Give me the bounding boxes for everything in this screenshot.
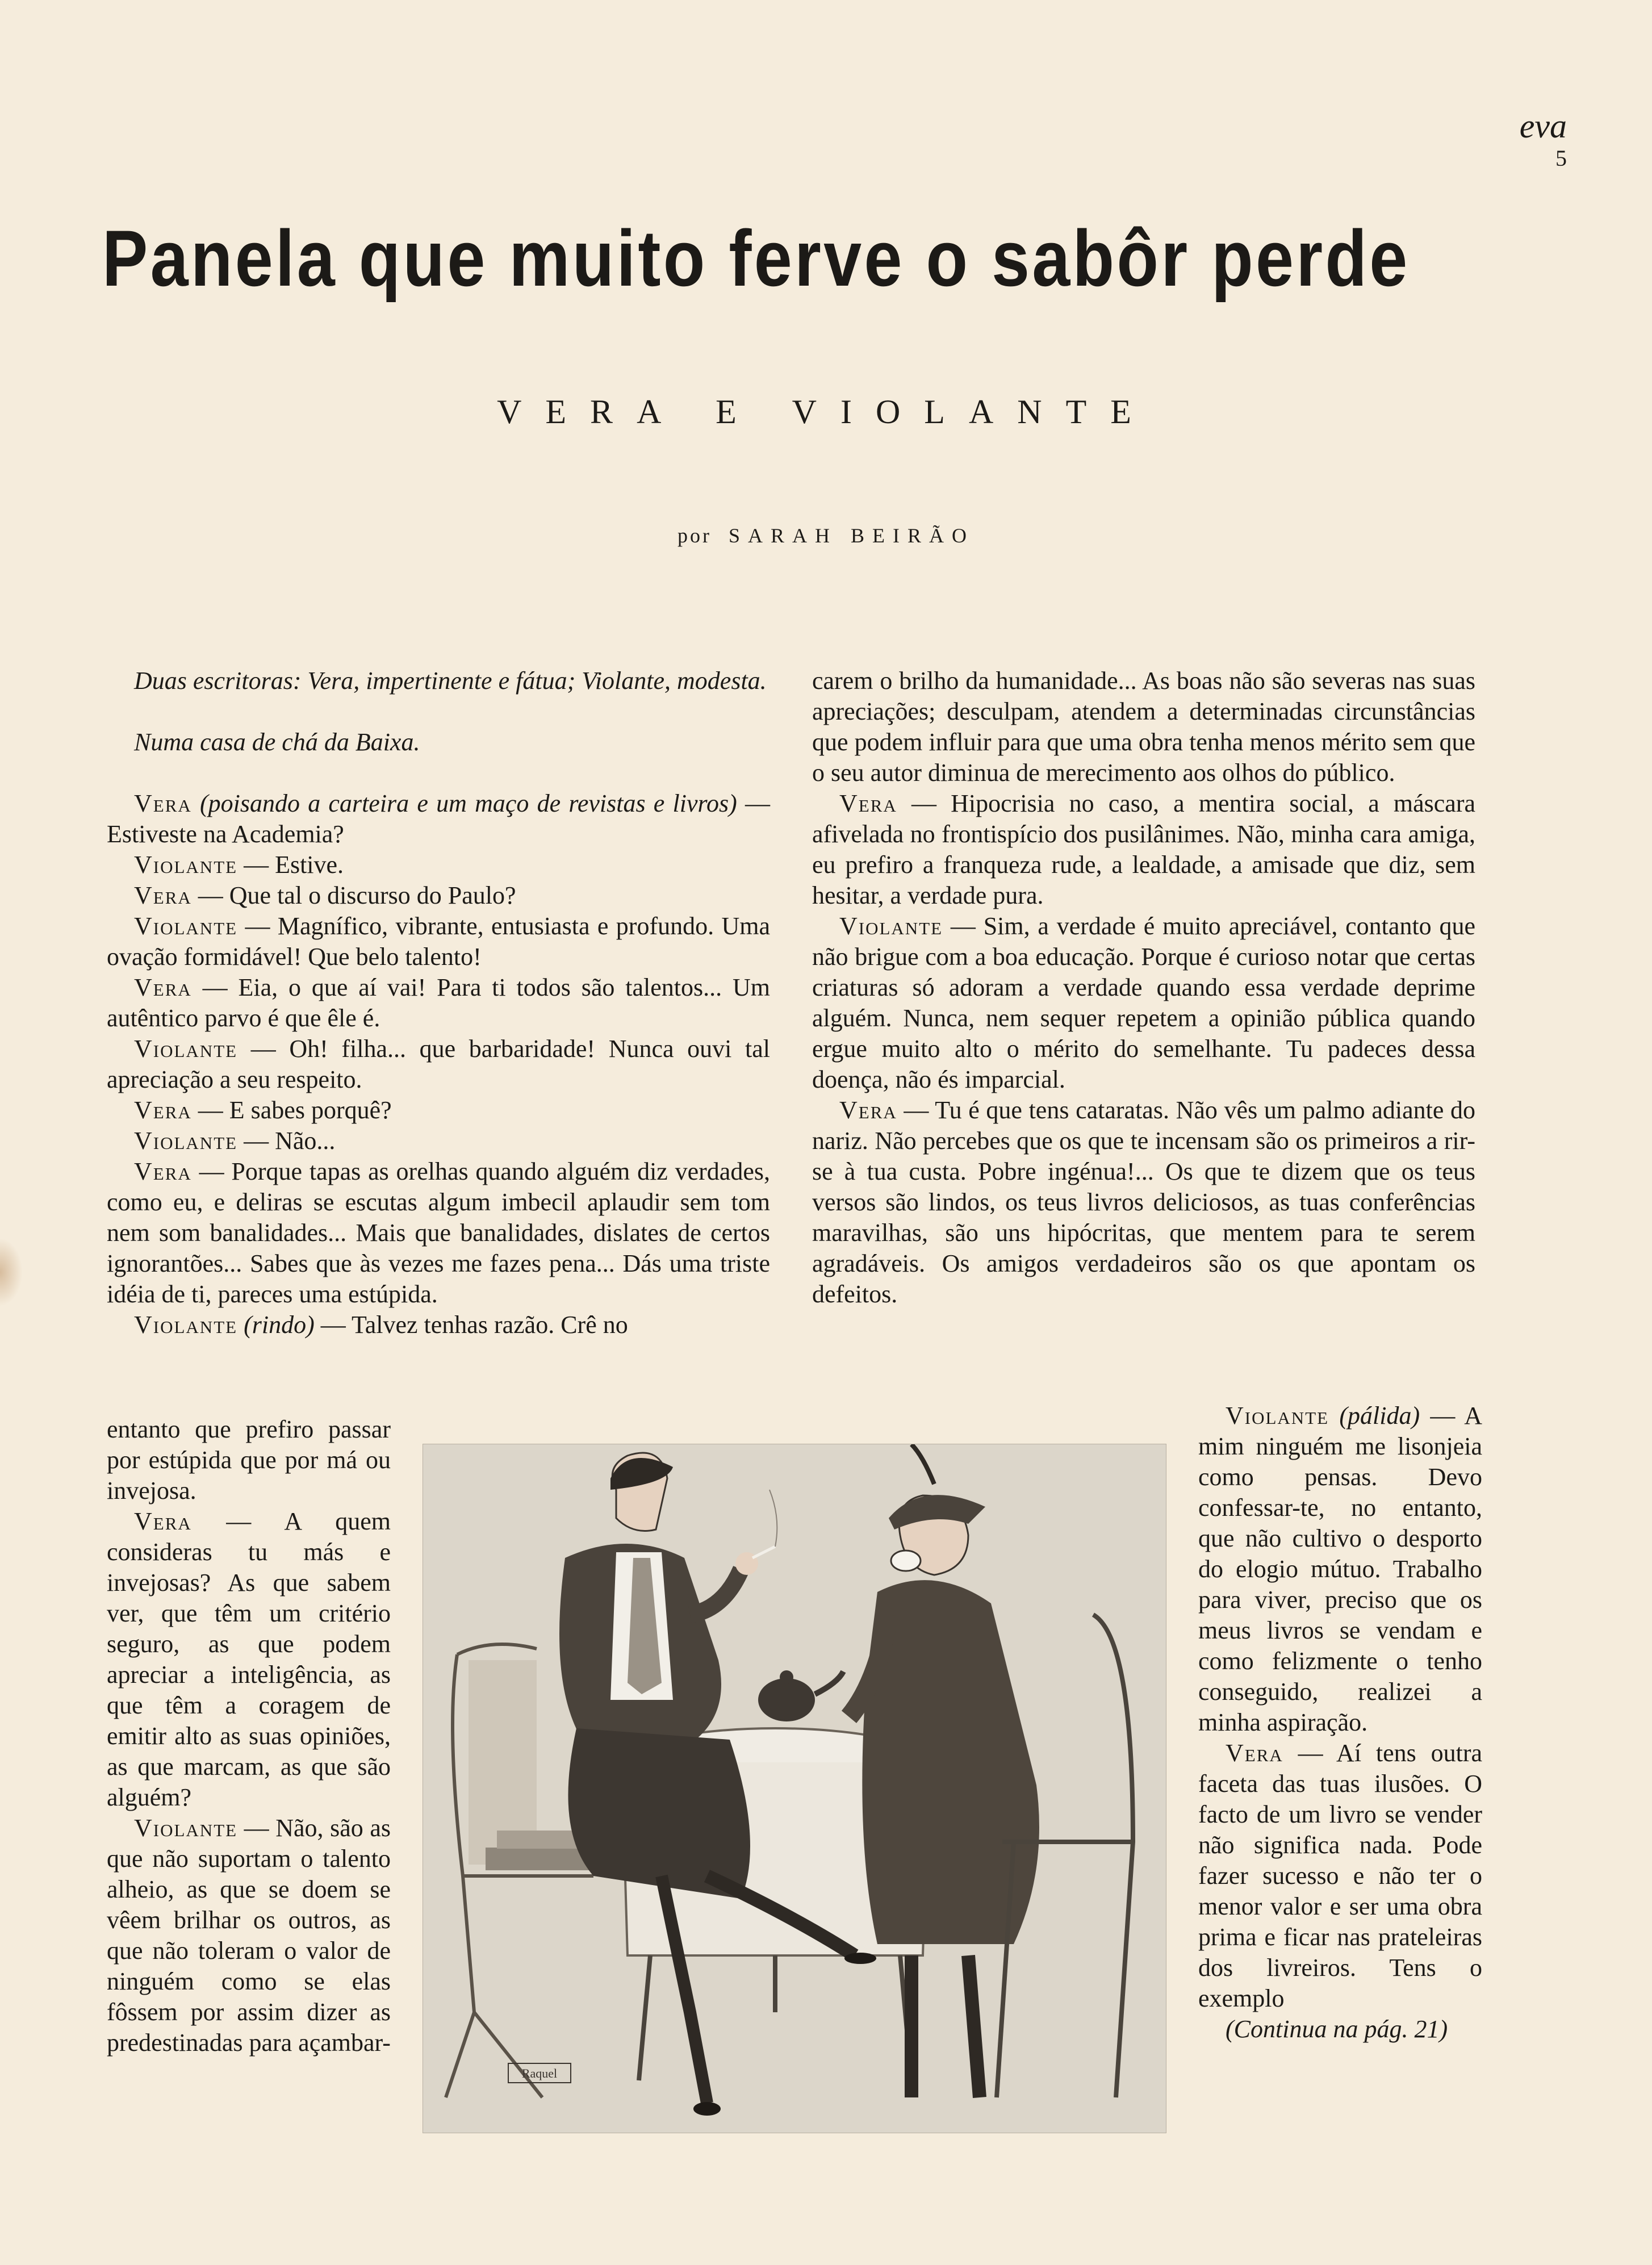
speaker-name: Violante	[134, 1035, 238, 1063]
dialogue-line	[107, 788, 770, 850]
byline	[0, 521, 1652, 550]
dialogue-line	[107, 1506, 391, 1813]
dialogue-text: — A quem consideras tu más e invejosas? As que sabem ver, que têm um critério seguro, as que podem apreciar a inteligência, as que têm a coragem de emitir alto as suas opiniões, as que marcam, as que são alguém?	[107, 1507, 391, 1811]
dialogue-text: — Aí tens outra faceta das tuas ilusões. O facto de um livro se vender não significa nada. Pode fazer sucesso e não ter o menor valor e ser uma obra prima e ficar nas prateleiras dos livreiros. Tens o exemplo	[1198, 1739, 1482, 2012]
dialogue-line	[107, 1034, 770, 1095]
dialogue-line	[107, 1156, 770, 1310]
dialogue-line	[1198, 1738, 1482, 2014]
dialogue-line	[812, 788, 1475, 911]
byline-prefix: por	[677, 524, 712, 547]
setting-paragraph: Numa casa de chá da Baixa.	[134, 728, 420, 756]
speaker-name: Vera	[134, 789, 192, 817]
dialogue-text: — E sabes porquê?	[198, 1096, 392, 1124]
magazine-name: eva	[1519, 107, 1567, 145]
dialogue-line	[107, 911, 770, 972]
article-subtitle: VERA E VIOLANTE	[497, 393, 1155, 431]
speaker-name: Vera	[839, 1096, 897, 1124]
dialogue-text: — Eia, o que aí vai! Para ti todos são talentos... Um autêntico parvo é que êle é.	[107, 973, 771, 1032]
dialogue-line	[812, 1095, 1475, 1310]
speaker-name: Vera	[134, 973, 192, 1001]
speaker-name: Violante	[134, 1127, 238, 1155]
speaker-name: Violante	[134, 1814, 238, 1842]
dialogue-line	[1198, 1401, 1482, 1738]
teacup-icon	[891, 1551, 921, 1571]
page-number: 5	[1555, 145, 1567, 171]
paper-stain	[0, 1238, 23, 1306]
speaker-name: Violante	[134, 851, 238, 879]
speaker-name: Vera	[1226, 1739, 1283, 1767]
left-narrow-column	[107, 1414, 391, 2058]
speaker-name: Violante	[134, 1311, 238, 1339]
dialogue-text: — Tu é que tens cataratas. Não vês um palmo adiante do nariz. Não percebes que os que te incensam são os primeiros a rir-se à tua custa. Pobre ingénua!... Os que te dizem que os teus versos são lindos, os teus livros deliciosos, as tuas conferências maravilhas, são uns hipócritas, que mentem para te serem agradáveis. Os amigos verdadeiros são os que apontam os defeitos.	[812, 1096, 1475, 1308]
dialogue-line	[107, 880, 770, 911]
speaker-name: Vera	[134, 1507, 192, 1535]
dialogue-line	[812, 911, 1475, 1095]
masthead	[1520, 108, 1567, 173]
speaker-name: Vera	[134, 1096, 192, 1124]
dialogue-text: — Estive.	[244, 851, 344, 879]
speaker-name: Violante	[1226, 1402, 1329, 1430]
dialogue-line	[812, 666, 1475, 788]
artist-signature: Raquel	[521, 2066, 558, 2080]
dialogue-text: — Que tal o discurso do Paulo?	[198, 881, 516, 909]
dialogue-text: — Estiveste na Academia?	[107, 789, 771, 848]
dialogue-text: — Sim, a verdade é muito apreciável, contanto que não brigue com a boa educação. Porque é curioso notar que certas criaturas só adoram a verdade quando essa verdade deprime alguém. Nunca, nem sequer repetem a opinião pública quando ergue muito alto o mérito do semelhante. Tu padeces dessa doença, não és imparcial.	[812, 912, 1475, 1093]
continuation-note: (Continua na pág. 21)	[1226, 2015, 1448, 2043]
dialogue-line	[107, 1414, 391, 1506]
speaker-name: Vera	[839, 789, 897, 817]
stage-direction: (poisando a carteira e um maço de revistas e livros)	[200, 789, 737, 817]
stage-direction: (rindo)	[244, 1311, 315, 1339]
dialogue-text: — Não...	[244, 1127, 336, 1155]
right-column	[812, 666, 1475, 1310]
speaker-name: Violante	[134, 912, 238, 940]
left-column	[107, 666, 770, 1340]
illustration	[423, 1444, 1166, 2133]
dialogue-line	[107, 850, 770, 880]
dialogue-line	[107, 1310, 770, 1340]
article-title: Panela que muito ferve o sabôr perde	[102, 214, 1410, 303]
right-narrow-column	[1198, 1401, 1482, 2045]
dialogue-line	[107, 1126, 770, 1156]
byline-author: SARAH BEIRÃO	[728, 524, 975, 547]
stage-direction: (pálida)	[1339, 1402, 1420, 1430]
speaker-name: Vera	[134, 1157, 192, 1185]
dialogue-text: — Talvez tenhas razão. Crê no	[320, 1311, 628, 1339]
dialogue-text: — Hipocrisia no caso, a mentira social, a máscara afivelada no frontispício dos pusilânimes. Não, minha cara amiga, eu prefiro a franqueza rude, a lealdade, a amisade que diz, sem hesitar, a verdade pura.	[812, 789, 1476, 909]
dialogue-text: carem o brilho da humanidade... As boas não são severas nas suas apreciações; desculpam, atendem a determinadas circunstâncias que podem influir para que uma obra tenha menos mérito sem que o seu autor diminua de merecimento aos olhos do público.	[812, 667, 1475, 787]
dialogue-text: — Magnífico, vibrante, entusiasta e profundo. Uma ovação formidável! Que belo talento!	[107, 912, 770, 971]
intro-paragraph: Duas escritoras: Vera, impertinente e fátua; Violante, modesta.	[134, 667, 767, 695]
dialogue-line	[107, 1813, 391, 2058]
dialogue-text: — Porque tapas as orelhas quando alguém diz verdades, como eu, e deliras se escutas algum imbecil aplaudir sem tom nem som banalidades... Mais que banalidades, dislates de certos ignorantões... Sabes que às vezes me fazes pena... Dás uma triste idéia de ti, pareces uma estúpida.	[107, 1157, 770, 1308]
dialogue-line	[107, 972, 770, 1034]
dialogue-text: — A mim ninguém me lisonjeia como pensas. Devo confessar-te, no entanto, que não cultivo o desporto do elogio mútuo. Trabalho para viver, preciso que os meus livros se vendam e como felizmente o tenho conseguido, realizei a minha aspiração.	[1198, 1402, 1482, 1736]
tea-house-illustration	[423, 1444, 1166, 2133]
speaker-name: Violante	[839, 912, 943, 940]
dialogue-text: entanto que prefiro passar por estúpida que por má ou invejosa.	[107, 1415, 391, 1505]
dialogue-text: — Oh! filha... que barbaridade! Nunca ouvi tal apreciação a seu respeito.	[107, 1035, 770, 1093]
dialogue-line	[107, 1095, 770, 1126]
speaker-name: Vera	[134, 881, 192, 909]
dialogue-text: — Não, são as que não suportam o talento alheio, as que se doem se vêem brilhar os outros, as que não toleram o valor de ninguém como se elas fôssem por assim dizer as predestinadas para açambar-	[107, 1814, 391, 2057]
